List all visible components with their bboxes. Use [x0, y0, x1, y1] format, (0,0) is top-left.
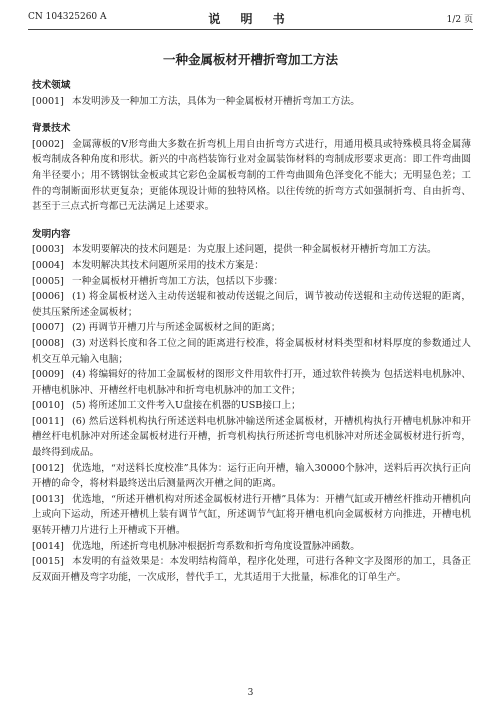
page-indicator: 1/2 页: [446, 15, 473, 25]
page-header: [28, 10, 473, 26]
paragraph-number: [0003]: [32, 244, 64, 256]
paragraph-number: [0001]: [32, 95, 64, 107]
paragraph-text: 本发明的有益效果是：本发明结构简单，程序化处理，可进行各种文字及图形的加工，具备正反双面开槽及弯字功能，一次成形，替代手工，尤其适用于大批量，标准化的订单生产。: [32, 556, 471, 583]
section-heading: 发明内容: [32, 228, 71, 240]
paragraph-number: [0010]: [32, 400, 64, 412]
paragraph-text: 本发明解决其技术问题所采用的技术方案是：: [72, 259, 264, 271]
paragraph-text: 本发明涉及一种加工方法，具体为一种金属板材开槽折弯加工方法。: [72, 95, 360, 107]
document-title: 一种金属板材开槽折弯加工方法: [162, 52, 338, 67]
paragraph-number: [0014]: [32, 540, 64, 552]
paragraph: [32, 137, 471, 215]
paragraph: [32, 258, 471, 274]
paragraph: [32, 367, 471, 398]
paragraph-text: (4) 将编辑好的待加工金属板材的图形文件用软件打开，通过软件转换为 包括送料电机脉冲、开槽电机脉冲、开槽丝杆电机脉冲和折弯电机脉冲的加工文件；: [32, 369, 471, 396]
paragraph-number: [0009]: [32, 369, 64, 381]
paragraph: [32, 461, 471, 492]
paragraph-number: [0006]: [32, 291, 64, 303]
paragraph-number: [0008]: [32, 337, 64, 349]
paragraph: [32, 336, 471, 367]
paragraph-number: [0013]: [32, 493, 64, 505]
page-number: 3: [247, 688, 254, 698]
paragraph-number: [0012]: [32, 462, 64, 474]
paragraph: [32, 554, 471, 585]
paragraph-text: (5) 将所述加工文件考入U盘接在机器的USB接口上；: [72, 400, 301, 412]
paragraph: [32, 242, 471, 258]
paragraph: [32, 289, 471, 320]
paragraph-text: (1) 将金属板材送入主动传送辊和被动传送辊之间后，调节被动传送辊和主动传送辊的距离，使其压紧所述金属板材；: [32, 291, 471, 318]
header-divider: [28, 29, 473, 30]
document-body: [32, 78, 471, 585]
paragraph-number: [0015]: [32, 556, 64, 568]
section-heading: 背景技术: [32, 123, 71, 135]
paragraph-text: 优选地，所述折弯电机脉冲根据折弯系数和折弯角度设置脉冲函数。: [72, 540, 360, 552]
paragraph-number: [0004]: [32, 259, 64, 271]
application-number: CN 104325260 A: [28, 12, 107, 22]
section-heading: 技术领域: [32, 80, 71, 91]
paragraph-text: (6) 然后送料机构执行所述送料电机脉冲输送所述金属板材，开槽机构执行开槽电机脉冲和开槽丝杆电机脉冲对所述金属板材进行开槽，折弯机构执行所述折弯电机脉冲对所述金属板材进行折弯，最终得到成品。: [32, 415, 471, 459]
paragraph-number: [0011]: [32, 415, 64, 427]
paragraph-text: 优选地，“所述开槽机构对所述金属板材进行开槽”具体为：开槽气缸或开槽丝杆推动开槽机向上或向下运动，所述开槽机上装有调节气缸，所述调节气缸将开槽电机向金属板材方向推进，开槽电机驱转开槽刀片进行上开槽或下开槽。: [32, 493, 471, 537]
paragraph: [32, 274, 471, 290]
paragraph-text: (2) 再调节开槽刀片与所述金属板材之间的距离；: [72, 322, 281, 334]
paragraph: [32, 94, 471, 110]
paragraph-text: 优选地，“对送料长度校准”具体为：运行正向开槽，输入30000个脉冲，送料后再次执行正向开槽的命令，将材料最终送出后测量两次开槽之间的距离。: [32, 462, 471, 490]
paragraph: [32, 320, 471, 336]
paragraph-number: [0005]: [32, 275, 64, 287]
paragraph-text: 本发明要解决的技术问题是：为克服上述问题，提供一种金属板材开槽折弯加工方法。: [72, 244, 437, 256]
paragraph: [32, 398, 471, 414]
paragraph: [32, 414, 471, 461]
paragraph-text: (3) 对送料长度和各工位之间的距离进行校准，将金属板材材料类型和材料厚度的参数通过人机交互单元输入电脑；: [32, 337, 471, 365]
paragraph-text: 金属薄板的V形弯曲大多数在折弯机上用自由折弯方式进行，用通用模具或特殊模具将金属薄板弯制成各种角度和形状。新兴的中高档装饰行业对金属装饰材料的弯制成形要求更高：即工件弯曲圆角半径要小；用不锈钢钛金板或其它彩色金属板弯制的工件弯曲圆角色泽变化不能大；无明显色差；工件的弯制断面形状更复杂；更能体现设计师的独特风格。以往传统的折弯方式如强制折弯、自由折弯、甚至于三点式折弯都已无法满足上述要求。: [32, 138, 471, 213]
document-type: 说 明 书: [208, 12, 293, 26]
paragraph-text: 一种金属板材开槽折弯加工方法，包括以下步骤：: [72, 275, 284, 287]
paragraph-number: [0007]: [32, 322, 64, 334]
paragraph-number: [0002]: [32, 138, 64, 150]
paragraph: [32, 539, 471, 555]
paragraph: [32, 492, 471, 539]
